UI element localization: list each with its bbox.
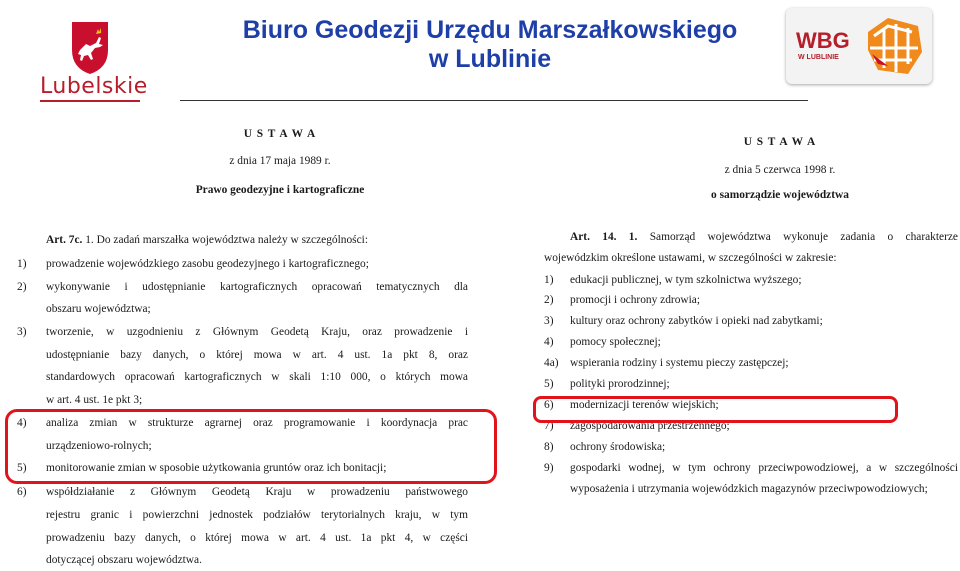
left-item-text: standardowych opracowań kartograficznych w skali 1:10 000, o których mowa [46, 371, 468, 383]
right-act-date: z dnia 5 czerwca 1998 r. [724, 164, 836, 176]
left-article-label [46, 234, 368, 246]
left-item-text: udostępnianie bazy danych, o której mowa w art. 4 ust. 1a pkt 8, oraz [46, 349, 468, 361]
right-item-text: wspierania rodziny i systemu pieczy zastępczej; [570, 357, 789, 369]
left-item-text: monitorowanie zmian w sposobie użytkowania gruntów oraz ich bonitacji; [46, 462, 387, 474]
wbg-logo [786, 8, 932, 84]
right-article-label [570, 231, 958, 243]
left-act-date: z dnia 17 maja 1989 r. [229, 155, 331, 167]
left-item-number: 4) [17, 417, 27, 429]
left-item-text: analiza zmian w strukturze agrarnej oraz programowanie i koordynacja prac [46, 417, 468, 429]
wbg-logo-subtext: W LUBLINIE [798, 54, 839, 61]
right-act-type: U S T A W A [743, 136, 817, 148]
right-item-text: gospodarki wodnej, w tym ochrony przeciwpowodziowej, a w szczególności [570, 462, 958, 474]
left-item-number: 6) [17, 486, 27, 498]
page-title [190, 16, 790, 74]
right-item-number: 1) [544, 274, 554, 286]
left-act-name: Prawo geodezyjne i kartograficzne [195, 184, 365, 196]
lubelskie-logo [30, 20, 150, 102]
left-item-text: obszaru województwa; [46, 303, 151, 315]
left-art-intro: 1. Do zadań marszałka województwa należy w szczególności: [85, 234, 368, 246]
coat-of-arms-icon [30, 20, 150, 76]
right-item-number: 4a) [544, 357, 559, 369]
right-item-text: wyposażenia i utrzymania wojewódzkich magazynów przeciwpowodziowych; [570, 483, 928, 495]
right-item-number: 4) [544, 336, 554, 348]
left-art-number: Art. 7c. [46, 234, 83, 246]
title-divider [180, 100, 808, 101]
left-item-text: urządzeniowo-rolnych; [46, 440, 152, 452]
left-item-number: 3) [17, 326, 27, 338]
left-item-text: prowadzenie wojewódzkiego zasobu geodezyjnego i kartograficznego; [46, 258, 369, 270]
highlight-box-right [533, 396, 898, 423]
left-act-type: U S T A W A [243, 128, 317, 140]
right-item-number: 8) [544, 441, 554, 453]
map-grid-icon [864, 14, 926, 78]
left-item-text: rejestru granic i powierzchni jednostek podziałów terytorialnych kraju, w tym [46, 509, 468, 521]
right-item-number: 2) [544, 294, 554, 306]
right-item-number: 9) [544, 462, 554, 474]
left-item-text: dotyczącej obszaru województwa. [46, 554, 202, 566]
right-item-number: 7) [544, 420, 554, 432]
right-item-text: kultury oraz ochrony zabytków i opieki nad zabytkami; [570, 315, 823, 327]
right-art-intro: Samorząd województwa wykonuje zadania o charakterze [649, 231, 958, 243]
highlight-box-left [5, 409, 497, 484]
right-act-name: o samorządzie województwa [711, 189, 849, 201]
right-item-number: 3) [544, 315, 554, 327]
left-item-text: prowadzeniu bazy danych, o której mowa w art. 4 ust. 1a pkt 4, w części [46, 532, 468, 544]
right-item-number: 6) [544, 399, 554, 411]
left-item-text: tworzenie, w uzgodnieniu z Głównym Geodetą Kraju, oraz prowadzenie i [46, 326, 468, 338]
right-item-text: ochrony środowiska; [570, 441, 666, 453]
wordmark-underline [40, 100, 140, 102]
right-item-text: pomocy społecznej; [570, 336, 661, 348]
right-item-text: polityki prorodzinnej; [570, 378, 670, 390]
title-line-2: w Lublinie [428, 45, 552, 73]
left-item-number: 1) [17, 258, 27, 270]
right-item-text: promocji i ochrony zdrowia; [570, 294, 701, 306]
wbg-logo-text: WBG [796, 28, 850, 53]
right-art-number: Art. 14. 1. [570, 231, 638, 243]
left-item-number: 5) [17, 462, 27, 474]
right-intro-line: wojewódzkim określone ustawami, w szczególności w zakresie: [544, 252, 837, 264]
left-item-number: 2) [17, 281, 27, 293]
right-item-text: modernizacji terenów wiejskich; [570, 399, 719, 411]
right-item-text: zagospodarowania przestrzennego; [570, 420, 730, 432]
right-item-number: 5) [544, 378, 554, 390]
left-item-text: wykonywanie i udostępnianie kartograficznych opracowań tematycznych dla [46, 281, 468, 293]
left-item-text: w art. 4 ust. 1e pkt 3; [46, 394, 143, 406]
left-item-text: współdziałanie z Głównym Geodetą Kraju w prowadzeniu państwowego [46, 486, 468, 498]
title-line-1: Biuro Geodezji Urzędu Marszałkowskiego [242, 16, 738, 44]
lubelskie-wordmark: Lubelskie [40, 74, 148, 99]
right-item-text: edukacji publicznej, w tym szkolnictwa wyższego; [570, 274, 802, 286]
